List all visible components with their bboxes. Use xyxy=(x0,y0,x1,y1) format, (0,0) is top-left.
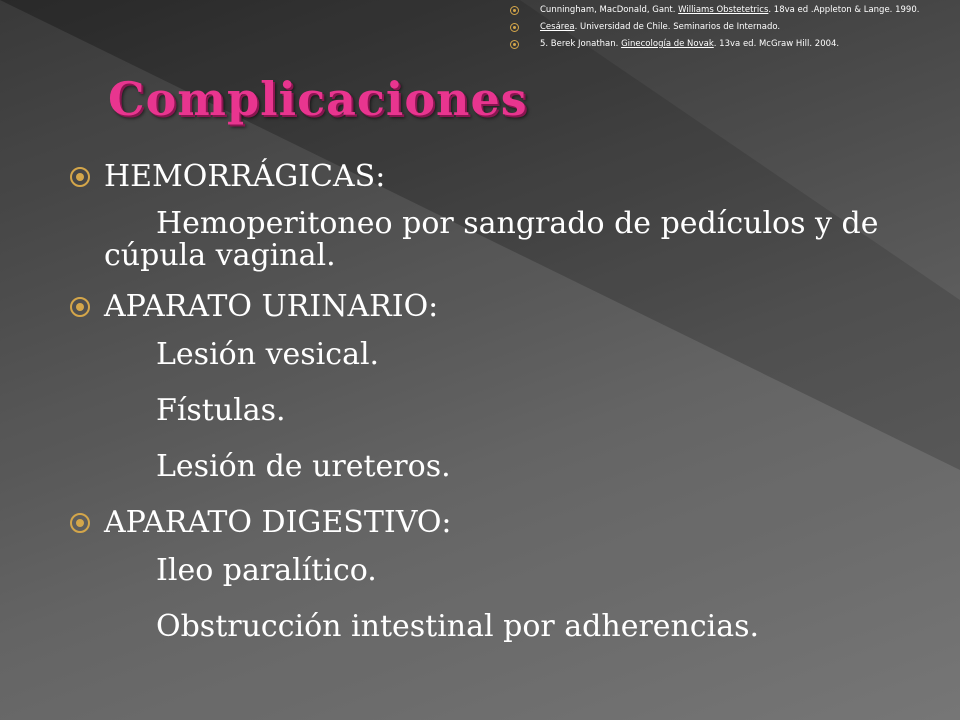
section-item: Obstrucción intestinal por adherencias. xyxy=(156,609,760,644)
reference-item: Cesárea. Universidad de Chile. Seminarios de Internado. xyxy=(510,19,955,36)
reference-link[interactable]: Cesárea xyxy=(540,22,575,32)
circle-bullet-icon xyxy=(510,23,519,32)
reference-link[interactable]: Williams Obstetetrics xyxy=(678,5,769,15)
circle-bullet-icon xyxy=(510,40,519,49)
section-item: Hemoperitoneo por sangrado de pedículos y de cúpula vaginal. xyxy=(104,206,879,273)
circle-bullet-icon xyxy=(70,297,90,317)
reference-link[interactable]: Ginecología de Novak xyxy=(621,39,714,49)
circle-bullet-icon xyxy=(70,513,90,533)
section-heading: HEMORRÁGICAS: xyxy=(70,160,930,194)
circle-bullet-icon xyxy=(510,6,519,15)
slide-title: Complicaciones xyxy=(108,72,528,126)
slide-content xyxy=(70,160,930,666)
reference-item: Cunningham, MacDonald, Gant. Williams Obstetetrics. 18va ed .Appleton & Lange. 1990. xyxy=(510,2,955,19)
section-item: Lesión vesical. xyxy=(156,337,380,372)
circle-bullet-icon xyxy=(70,167,90,187)
references-list xyxy=(510,2,955,53)
section-item: Lesión de ureteros. xyxy=(156,449,451,484)
section-item: Fístulas. xyxy=(156,393,286,428)
section-heading: APARATO DIGESTIVO: xyxy=(70,506,930,540)
reference-item: 5. Berek Jonathan. Ginecología de Novak. 13va ed. McGraw Hill. 2004. xyxy=(510,36,955,53)
section-heading: APARATO URINARIO: xyxy=(70,290,930,324)
section-item: Ileo paralítico. xyxy=(156,553,377,588)
